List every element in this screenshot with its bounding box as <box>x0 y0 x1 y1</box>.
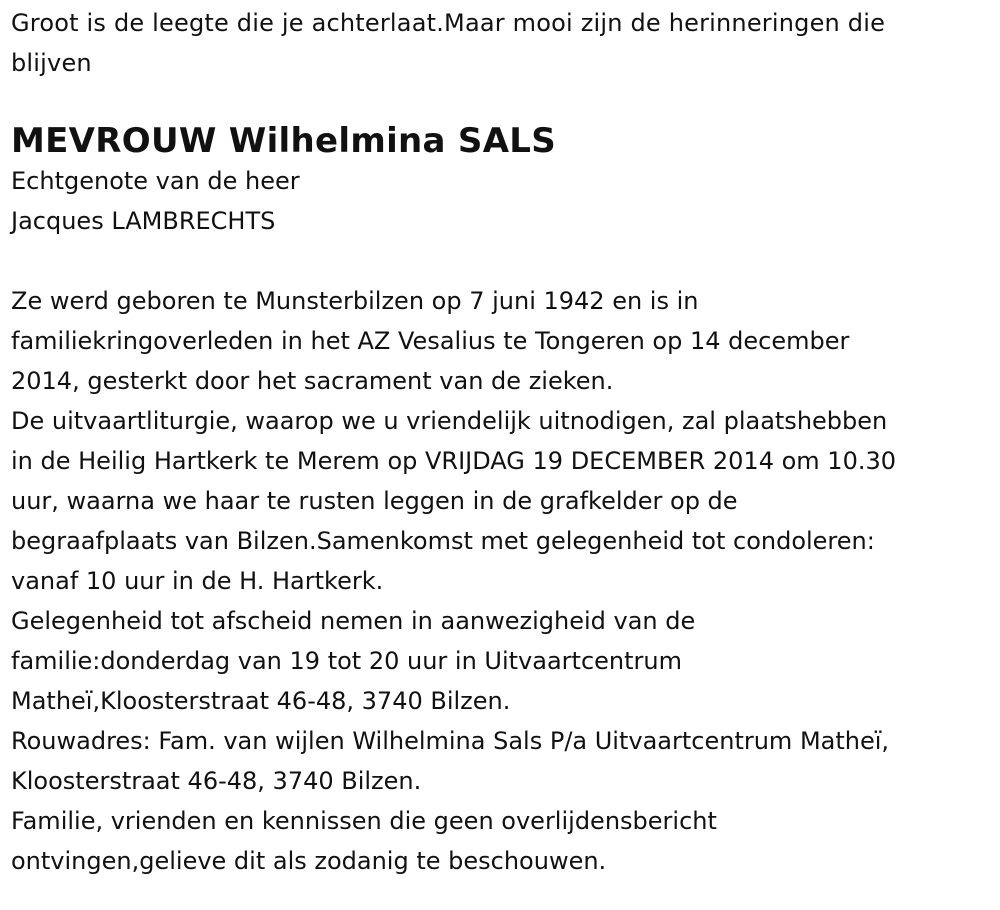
body-line: ontvingen,gelieve dit als zodanig te beschouwen. <box>11 847 607 875</box>
body-line: Kloosterstraat 46-48, 3740 Bilzen. <box>11 767 422 795</box>
spouse-name: Jacques LAMBRECHTS <box>11 207 276 235</box>
body-line: Matheï,Kloosterstraat 46-48, 3740 Bilzen. <box>11 687 511 715</box>
notice-body <box>11 281 996 881</box>
body-line: Rouwadres: Fam. van wijlen Wilhelmina Sals P/a Uitvaartcentrum Matheï, <box>11 727 890 755</box>
quote-line: blijven <box>11 49 92 77</box>
body-line: Ze werd geboren te Munsterbilzen op 7 juni 1942 en is in <box>11 287 699 315</box>
quote-line: Groot is de leegte die je achterlaat.Maar mooi zijn de herinneringen die <box>11 9 886 37</box>
body-line: in de Heilig Hartkerk te Merem op VRIJDAG 19 DECEMBER 2014 om 10.30 <box>11 447 896 475</box>
spouse-line: Echtgenote van de heer <box>11 167 300 195</box>
obituary-notice <box>11 0 996 881</box>
body-line: begraafplaats van Bilzen.Samenkomst met gelegenheid tot condoleren: <box>11 527 875 555</box>
body-line: familiekringoverleden in het AZ Vesalius te Tongeren op 14 december <box>11 327 850 355</box>
spouse-info <box>11 161 996 241</box>
deceased-name: MEVROUW Wilhelmina SALS <box>11 121 557 161</box>
body-line: Familie, vrienden en kennissen die geen overlijdensbericht <box>11 807 717 835</box>
body-line: De uitvaartliturgie, waarop we u vriendelijk uitnodigen, zal plaatshebben <box>11 407 888 435</box>
opening-quote <box>11 3 996 83</box>
body-line: 2014, gesterkt door het sacrament van de zieken. <box>11 367 614 395</box>
body-line: uur, waarna we haar te rusten leggen in de grafkelder op de <box>11 487 738 515</box>
body-line: familie:donderdag van 19 tot 20 uur in Uitvaartcentrum <box>11 647 682 675</box>
body-line: vanaf 10 uur in de H. Hartkerk. <box>11 567 384 595</box>
body-line: Gelegenheid tot afscheid nemen in aanwezigheid van de <box>11 607 696 635</box>
